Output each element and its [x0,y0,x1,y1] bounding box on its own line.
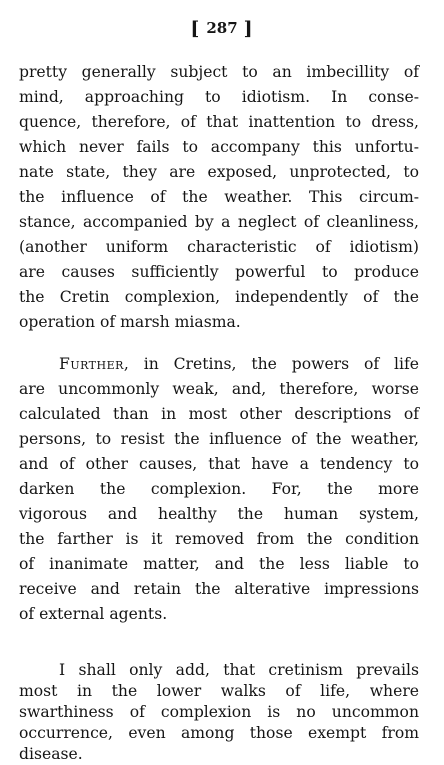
text-line: which never fails to accompany this unfortu- [19,138,419,156]
page-number-open-bracket: [ [190,18,201,40]
text-line: disease. [19,745,83,763]
text-line: quence, therefore, of that inattention to dress, [19,113,419,131]
text-line: I shall only add, that cretinism prevails [59,661,419,679]
text-line: the Cretin complexion, independently of the [19,288,419,306]
text-line: the farther is it removed from the condition [19,530,419,548]
text-fragment: , in Cretins, the powers of life [123,355,419,373]
text-line: are uncommonly weak, and, therefore, worse [19,380,419,398]
text-line: vigorous and healthy the human system, [19,505,419,523]
text-line: receive and retain the alterative impressions [19,580,419,598]
page-number [0,18,444,40]
text-line: the influence of the weather. This circum- [19,188,419,206]
text-line: (another uniform characteristic of idiotism) [19,238,419,256]
text-line: of inanimate matter, and the less liable to [19,555,419,573]
text-line: mind, approaching to idiotism. In conse- [19,88,419,106]
text-line: operation of marsh miasma. [19,313,241,331]
text-line: darken the complexion. For, the more [19,480,419,498]
text-line: are causes sufficiently powerful to produce [19,263,419,281]
text-line: and of other causes, that have a tendency to [19,455,419,473]
text-line [59,352,419,376]
text-line: persons, to resist the influence of the weather, [19,430,419,448]
page-number-value: 287 [206,19,238,37]
small-caps-word: Further [59,355,124,373]
page-number-close-bracket: ] [243,18,254,40]
text-line: occurrence, even among those exempt from [19,724,419,742]
text-line: pretty generally subject to an imbecillity of [19,63,419,81]
text-line: calculated than in most other descriptions of [19,405,419,423]
text-line: most in the lower walks of life, where [19,682,419,700]
text-line: of external agents. [19,605,168,623]
text-line: nate state, they are exposed, unprotected, to [19,163,419,181]
text-line: swarthiness of complexion is no uncommon [19,703,419,721]
text-line: stance, accompanied by a neglect of cleanliness, [19,213,419,231]
